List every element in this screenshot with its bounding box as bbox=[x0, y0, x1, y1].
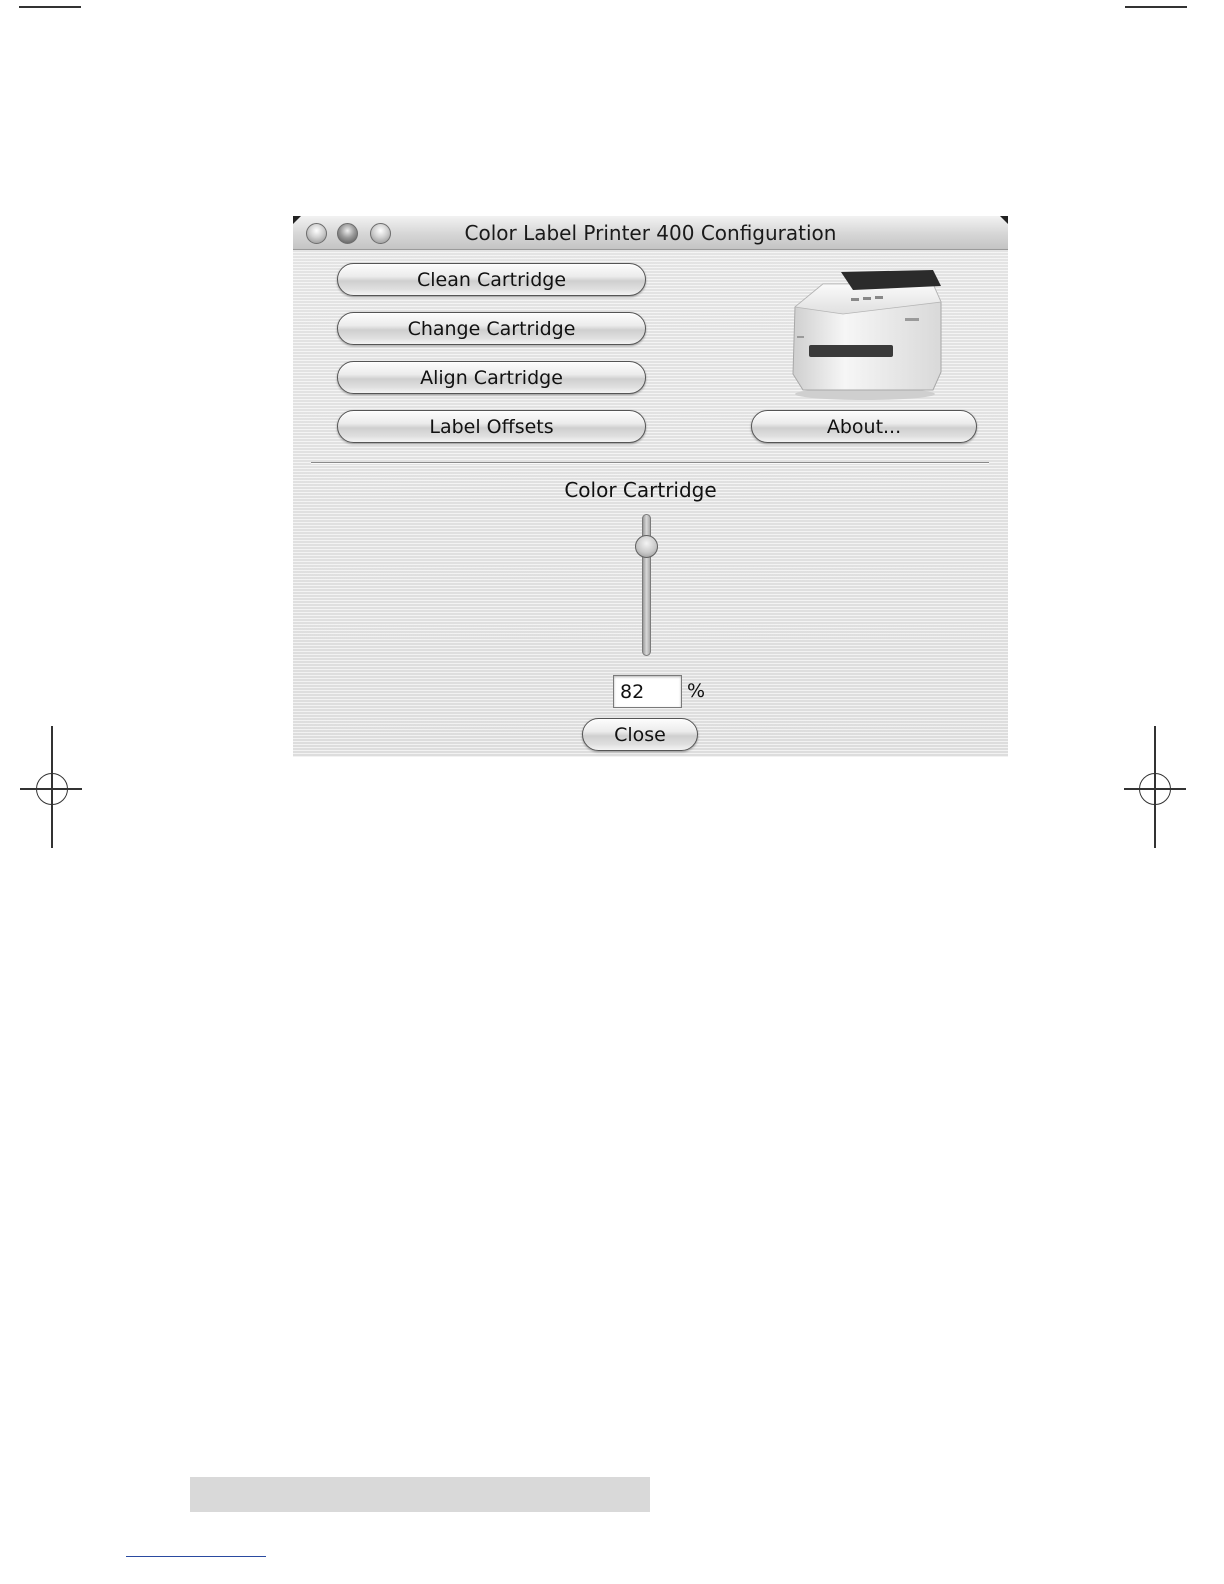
clean-cartridge-button[interactable]: Clean Cartridge bbox=[337, 263, 646, 296]
window-title-text: Color Label Printer 400 Configuration bbox=[464, 221, 837, 245]
printer-status-light-1 bbox=[851, 298, 859, 301]
close-button[interactable]: Close bbox=[582, 718, 698, 751]
label-offsets-button[interactable]: Label Offsets bbox=[337, 410, 646, 443]
color-cartridge-label: Color Cartridge bbox=[564, 478, 717, 502]
registration-mark-right-circle bbox=[1139, 773, 1171, 805]
registration-mark-left-circle bbox=[36, 773, 68, 805]
close-window-icon[interactable] bbox=[306, 223, 327, 244]
percent-unit-label: % bbox=[687, 680, 706, 702]
printer-status-light-3 bbox=[875, 296, 883, 299]
printer-label-slot bbox=[809, 345, 893, 357]
window-titlebar[interactable] bbox=[293, 216, 1008, 250]
about-button[interactable]: About... bbox=[751, 410, 977, 443]
change-cartridge-button[interactable]: Change Cartridge bbox=[337, 312, 646, 345]
section-separator bbox=[311, 462, 989, 464]
crop-mark-top-right bbox=[1125, 6, 1187, 8]
window-title bbox=[293, 216, 1008, 250]
footer-rule bbox=[126, 1556, 266, 1557]
printer-badge bbox=[905, 318, 919, 321]
printer-image bbox=[783, 262, 948, 402]
printer-status-light-2 bbox=[863, 297, 871, 300]
cartridge-level-input[interactable] bbox=[613, 675, 682, 708]
minimize-window-icon[interactable] bbox=[337, 223, 358, 244]
zoom-window-icon[interactable] bbox=[370, 223, 391, 244]
crop-mark-top-left bbox=[19, 6, 81, 8]
align-cartridge-button[interactable]: Align Cartridge bbox=[337, 361, 646, 394]
footer-bar bbox=[190, 1477, 650, 1512]
cartridge-level-slider-thumb[interactable] bbox=[635, 535, 658, 558]
printer-side-mark bbox=[797, 336, 804, 338]
configuration-window bbox=[293, 216, 1008, 757]
